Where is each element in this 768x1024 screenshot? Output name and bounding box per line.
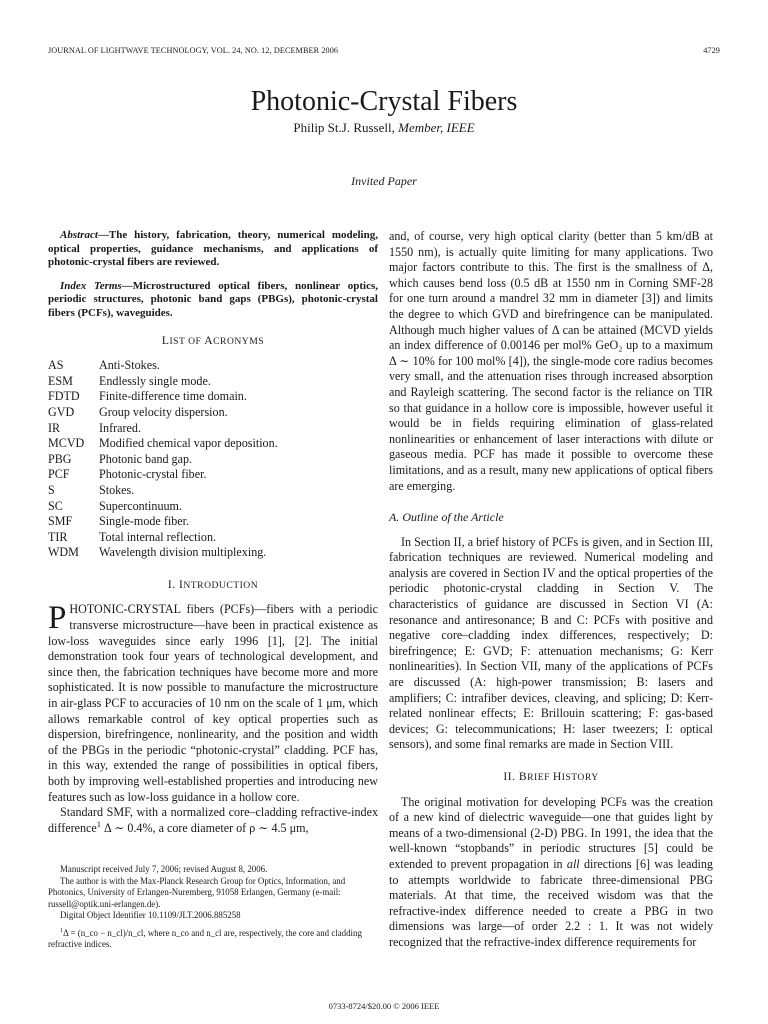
- acronym-row: [48, 530, 378, 546]
- acronym-definition: Infrared.: [99, 420, 141, 435]
- acronym-row: [48, 389, 378, 405]
- right-column: [389, 229, 713, 951]
- acronym-abbr: TIR: [48, 529, 68, 544]
- acronym-abbr: AS: [48, 358, 64, 373]
- acronym-row: [48, 436, 378, 452]
- index-terms-lead: Index Terms: [60, 279, 122, 292]
- history-paragraph: The original motivation for developing PCFs was the creation of a new kind of dielectric waveguide—one that guides light by means of a two-dimensional (2-D) PBG. In 1991, the idea that the well-known “stopbands” in periodic structures [5] could be extended to prevent propagation in all directions [6] was leading to attempts worldwide to fabricate three-dimensional PBG materials. At that time, the received wisdom was that the refractive-index difference needed to create a PBG in two dimensions was large—of order 2.2 : 1. It was not widely recognized that the refractive-index difference requirements for: [389, 794, 713, 949]
- acronym-definition: Total internal reflection.: [99, 529, 217, 544]
- acronym-abbr: WDM: [48, 545, 79, 560]
- doi-note: Digital Object Identifier 10.1109/JLT.2006.885258: [60, 910, 241, 920]
- acronym-definition: Modified chemical vapor deposition.: [99, 436, 278, 451]
- outline-heading: A. Outline of the Article: [389, 510, 504, 525]
- acronym-abbr: IR: [48, 420, 61, 435]
- affiliation-note: The author is with the Max-Planck Research Group for Optics, Information, and Photonics, University of Erlangen-Nuremberg, 91058 Erlangen, Germany (e-mail: russell@optik.uni-erlangen.de).: [48, 875, 346, 909]
- acronym-row: [48, 467, 378, 483]
- brief-history-heading: II. BRIEF HISTORY: [503, 770, 599, 783]
- journal-citation: JOURNAL OF LIGHTWAVE TECHNOLOGY, VOL. 24, NO. 12, DECEMBER 2006: [48, 46, 339, 55]
- acronym-definition: Photonic-crystal fiber.: [99, 467, 207, 482]
- acronym-row: [48, 358, 378, 374]
- acronym-abbr: PCF: [48, 467, 70, 482]
- acronym-definition: Stokes.: [99, 482, 135, 497]
- drop-cap: P: [48, 600, 67, 637]
- acronym-definition: Anti-Stokes.: [99, 358, 160, 373]
- paper-type: Invited Paper: [351, 174, 417, 188]
- acronym-row: [48, 405, 378, 421]
- acronym-definition: Finite-difference time domain.: [99, 389, 247, 404]
- acronym-abbr: S: [48, 482, 55, 497]
- intro-text-1: HOTONIC-CRYSTAL fibers (PCFs)—fibers with a periodic transverse microstructure—have been in practical existence as low-loss waveguides since early 1996 [1], [2]. The initial demonstration took four years of technological development, and since then, the fabrication techniques have become more and more sophisticated. It is now possible to manufacture the microstructure in air-glass PCF to accuracies of 10 nm on the scale of 1 μm, which allows remarkable control of key optical properties such as dispersion, birefringence, nonlinearity, and the position and width of the PBGs in the periodic “photonic-crystal” cladding. PCF has, in this way, extended the range of possibilities in optical fibers, both by improving well-established properties and introducing new features such as low-loss guidance in a hollow core.: [48, 602, 378, 804]
- intro-paragraph-1: [48, 602, 378, 805]
- acronym-definition: Photonic band gap.: [99, 451, 193, 466]
- acronym-definition: Group velocity dispersion.: [99, 404, 228, 419]
- acronym-definition: Single-mode fiber.: [99, 514, 190, 529]
- acronym-row: [48, 452, 378, 468]
- acronym-abbr: GVD: [48, 404, 75, 419]
- left-column: [48, 229, 378, 836]
- acronym-row: [48, 483, 378, 499]
- page-number: 4729: [703, 46, 720, 55]
- footnotes: [48, 864, 378, 951]
- acronym-abbr: SMF: [48, 514, 73, 529]
- paper-title: Photonic-Crystal Fibers: [250, 86, 518, 117]
- index-terms: [48, 280, 378, 321]
- copyright-footer: 0733-8724/$20.00 © 2006 IEEE: [328, 1001, 440, 1011]
- intro-paragraph-2: Standard SMF, with a normalized core–cladding refractive-index difference$^1$ Δ ∼ 0.4%, a core diameter of ρ ∼ 4.5 μm,: [48, 805, 378, 835]
- acronym-row: [48, 421, 378, 437]
- acronyms-heading: LIST OF ACRONYMS: [161, 333, 265, 347]
- index-terms-text: —Microstructured optical fibers, nonlinear optics, periodic structures, photonic band gaps (PBGs), photonic-crystal fibers (PCFs), waveguides.: [48, 279, 378, 319]
- acronym-abbr: SC: [48, 498, 63, 513]
- abstract-lead: Abstract: [60, 229, 98, 241]
- author-line: [0, 120, 768, 136]
- acronym-row: [48, 545, 378, 561]
- acronym-abbr: PBG: [48, 451, 72, 466]
- manuscript-note: Manuscript received July 7, 2006; revised August 8, 2006.: [60, 864, 268, 874]
- outline-paragraph: In Section II, a brief history of PCFs is given, and in Section III, fabrication techniques are reviewed. Numerical modeling and analysis are covered in Section IV and the optical properties of the periodic photonic-crystal cladding in Section V. The characteristics of guidance are discussed in Section VI (A: resonance and antiresonance; B and C: PCFs with positive and negative core–cladding index differences, respectively; D: birefringence; E: GVD; F: attenuation mechanisms; G: Kerr nonlinearities). In Section VII, many of the applications of PCFs are discussed (A: high-power transmission; B: lasers and amplifiers; C: intrafiber devices, cleaving, and splicing; D: Kerr-related nonlinear effects; E: Brillouin scattering; F: gas-based devices; G: telecommunications; H: laser tweezers; I: optical sensors), and some final remarks are made in Section VIII.: [389, 534, 713, 752]
- acronym-abbr: MCVD: [48, 436, 85, 451]
- author-name: Philip St.J. Russell,: [293, 120, 395, 135]
- footnote-marker: 1: [96, 818, 102, 829]
- acronym-abbr: ESM: [48, 373, 73, 388]
- acronym-definition: Endlessly single mode.: [99, 373, 211, 388]
- acronym-row: [48, 499, 378, 515]
- acronym-definition: Wavelength division multiplexing.: [99, 545, 267, 560]
- acronym-row: [48, 514, 378, 530]
- introduction-heading: I. INTRODUCTION: [167, 577, 259, 591]
- footnote-1: $^1$Δ = (n_co − n_cl)/n_cl, where n_co and n_cl are, respectively, the core and cladding refractive indices.: [48, 926, 362, 949]
- acronym-abbr: FDTD: [48, 389, 80, 404]
- continued-paragraph: and, of course, very high optical clarity (better than 5 km/dB at 1550 nm), is actually quite limiting for many applications. Two major factors contribute to this. The first is the smallness of Δ, which causes bend loss (0.5 dB at 1550 nm in Corning SMF-28 for one turn around a mandrel 32 mm in diameter [3]) and limits the degree to which GVD and birefringence can be manipulated. Although much higher values of Δ can be attained (MCVD yields an index difference of 0.00146 per mol% GeO₂ up to a maximum Δ ∼ 10% for 100 mol% [4]), the single-mode core radius becomes very small, and the attenuation rises through increased absorption and Rayleigh scattering. The second factor is the reliance on TIR so that guidance in a hollow core is impossible, however useful it would be in fields requiring elimination of glass-related nonlinearities or enhancement of laser interactions with dilute or gaseous media. PCF has made it possible to overcome these limitations, and as a result, many new applications of optical fibers are emerging.: [389, 229, 713, 493]
- abstract: [48, 229, 378, 270]
- acronym-definition: Supercontinuum.: [99, 498, 182, 513]
- running-header: [48, 46, 720, 58]
- acronym-row: [48, 374, 378, 390]
- author-affiliation: Member, IEEE: [398, 120, 475, 135]
- acronym-list: [48, 358, 378, 561]
- abstract-text: —The history, fabrication, theory, numerical modeling, optical properties, guidance mechanisms, and applications of photonic-crystal fibers are reviewed.: [48, 229, 378, 269]
